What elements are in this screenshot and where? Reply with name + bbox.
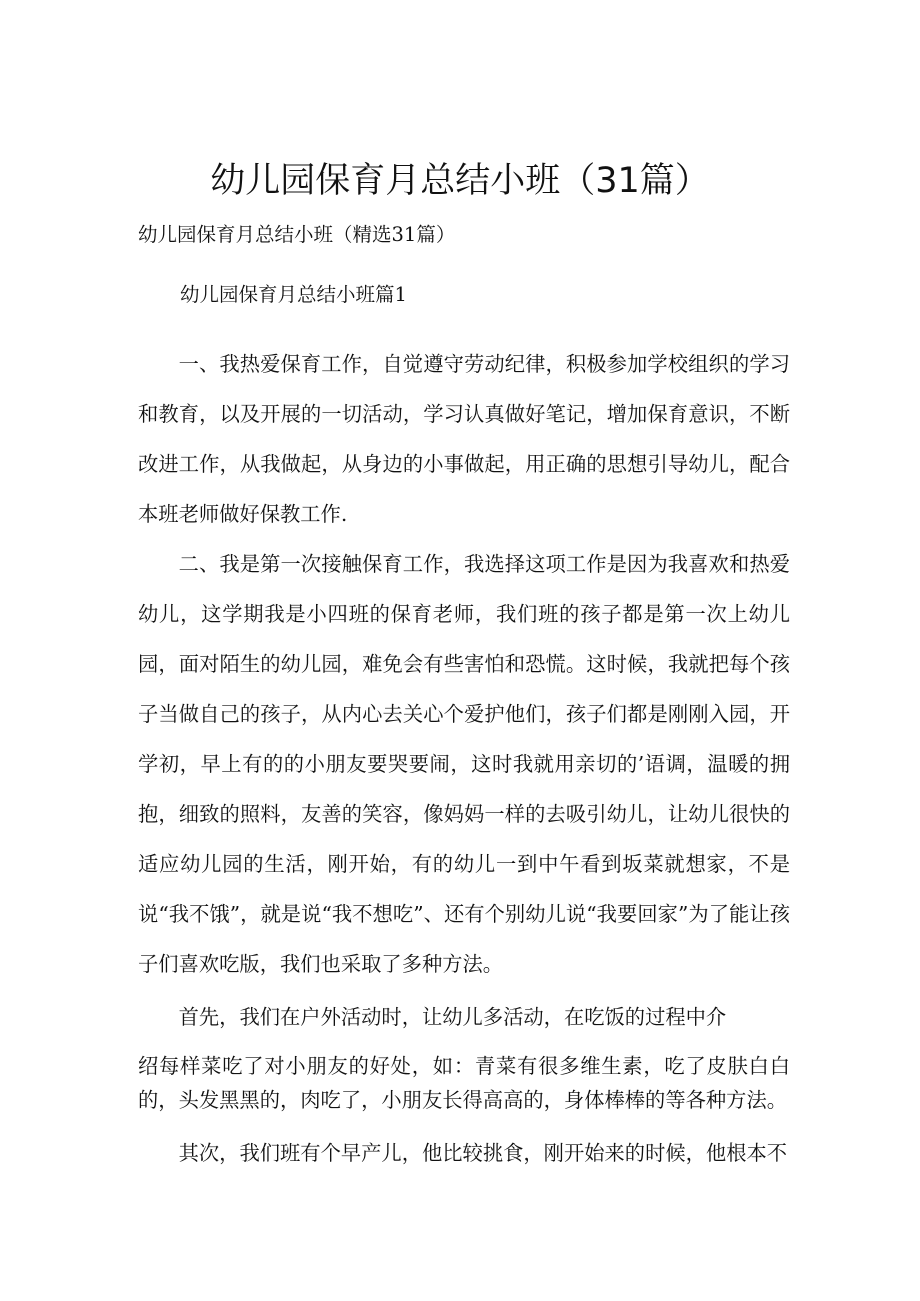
section-heading: 幼儿园保育月总结小班篇1 xyxy=(180,283,407,306)
paragraph-2: 二、我是第一次接触保育工作，我选择这项工作是因为我喜欢和热爱幼儿，这学期我是小四班的保育老师，我们班的孩子都是第一次上幼儿园，面对陌生的幼儿园，难免会有些害怕和恐慌。这时候，我就把每个孩子当做自己的孩子，从内心去关心个爱护他们，孩子们都是刚刚入园，开学初，早上有的的小朋友要哭要闹，这时我就用亲切的’语调，温暖的拥抱，细致的照料，友善的笑容，像妈妈一样的去吸引幼儿，让幼儿很快的适应幼儿园的生活，刚开始，有的幼儿一到中午看到坂菜就想家，不是说“我不饿”，就是说“我不想吃”、还有个别幼儿说“我要回家”为了能让孩子们喜欢吃版，我们也采取了多种方法。 xyxy=(138,552,790,976)
paragraph-3-first-line: 首先，我们在户外活动时，让幼儿多活动，在吃饭的过程中介 xyxy=(178,1005,727,1029)
paragraph-3-continuation: 绍每样菜吃了对小朋友的好处，如：青菜有很多维生素，吃了皮肤白白的，头发黑黑的，肉吃了，小朋友长得高高的，身体棒棒的等各种方法。 xyxy=(138,1054,790,1112)
paragraph-4: 其次，我们班有个早产儿，他比较挑食，刚开始来的时候，他根本不 xyxy=(178,1141,788,1165)
document-title: 幼儿园保育月总结小班（31篇） xyxy=(210,161,710,201)
paragraph-1: 一、我热爱保育工作，自觉遵守劳动纪律，积极参加学校组织的学习和教育，以及开展的一切活动，学习认真做好笔记，增加保育意识，不断改进工作，从我做起，从身边的小事做起，用正确的思想引导幼儿，配合本班老师做好保教工作. xyxy=(138,352,790,526)
document-subtitle: 幼儿园保育月总结小班（精选31篇） xyxy=(138,223,456,246)
